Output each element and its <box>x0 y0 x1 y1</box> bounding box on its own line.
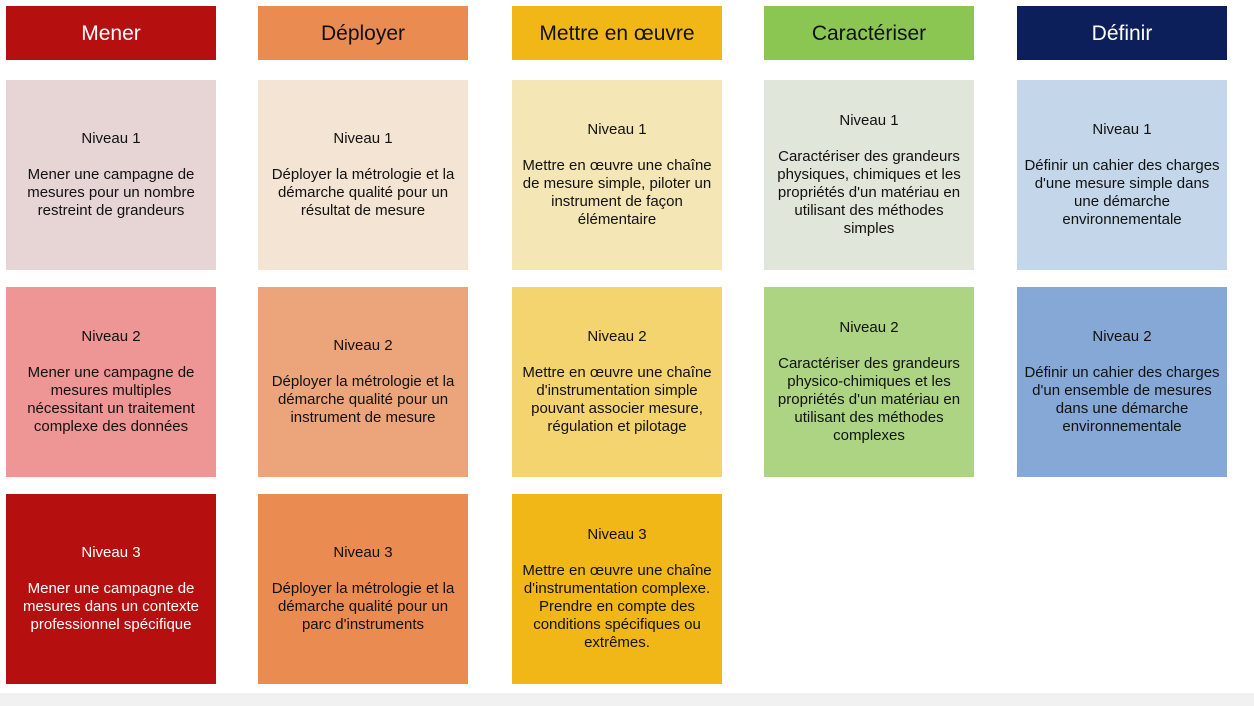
level-card-caracteriser-1 <box>764 80 974 270</box>
level-label: Niveau 2 <box>587 328 647 345</box>
level-label: Niveau 1 <box>839 112 899 129</box>
level-card-deployer-3 <box>258 494 468 684</box>
column-header-definir: Définir <box>1017 6 1227 60</box>
level-description: Définir un cahier des charges d'un ensemble de mesures dans une démarche environnementale <box>1024 364 1220 435</box>
level-description: Mener une campagne de mesures pour un nombre restreint de grandeurs <box>27 166 195 219</box>
level-card-caracteriser-2 <box>764 287 974 477</box>
level-label: Niveau 2 <box>81 328 141 345</box>
level-label: Niveau 2 <box>333 337 393 354</box>
level-description: Mettre en œuvre une chaîne d'instrumentation simple pouvant associer mesure, régulation et pilotage <box>522 364 712 435</box>
column-header-mettre-en-oeuvre: Mettre en œuvre <box>512 6 722 60</box>
level-label: Niveau 1 <box>81 130 141 147</box>
level-card-mettre-en-oeuvre-1 <box>512 80 722 270</box>
level-card-mettre-en-oeuvre-3 <box>512 494 722 684</box>
level-label: Niveau 3 <box>587 526 647 543</box>
level-label: Niveau 1 <box>333 130 393 147</box>
level-description: Déployer la métrologie et la démarche qualité pour un instrument de mesure <box>271 373 455 426</box>
level-description: Déployer la métrologie et la démarche qualité pour un résultat de mesure <box>271 166 455 219</box>
level-label: Niveau 3 <box>333 544 393 561</box>
level-card-mettre-en-oeuvre-2 <box>512 287 722 477</box>
level-label: Niveau 3 <box>81 544 141 561</box>
level-description: Caractériser des grandeurs physico-chimiques et les propriétés d'un matériau en utilisant des méthodes complexes <box>777 355 961 444</box>
level-description: Caractériser des grandeurs physiques, chimiques et les propriétés d'un matériau en utilisant des méthodes simples <box>777 148 961 237</box>
level-description: Déployer la métrologie et la démarche qualité pour un parc d'instruments <box>271 580 455 633</box>
level-label: Niveau 2 <box>1092 328 1152 345</box>
level-card-deployer-2 <box>258 287 468 477</box>
level-label: Niveau 1 <box>1092 121 1152 138</box>
level-description: Mettre en œuvre une chaîne de mesure simple, piloter un instrument de façon élémentaire <box>522 157 712 228</box>
level-card-mener-1 <box>6 80 216 270</box>
level-description: Mener une campagne de mesures dans un contexte professionnel spécifique <box>23 580 199 633</box>
level-description: Mener une campagne de mesures multiples nécessitant un traitement complexe des données <box>27 364 195 435</box>
level-card-mener-2 <box>6 287 216 477</box>
level-description: Mettre en œuvre une chaîne d'instrumentation complexe. Prendre en compte des conditions spécifiques ou extrêmes. <box>522 562 712 651</box>
column-header-mener: Mener <box>6 6 216 60</box>
level-label: Niveau 2 <box>839 319 899 336</box>
level-card-deployer-1 <box>258 80 468 270</box>
column-header-caracteriser: Caractériser <box>764 6 974 60</box>
level-card-definir-1 <box>1017 80 1227 270</box>
level-card-mener-3 <box>6 494 216 684</box>
level-description: Définir un cahier des charges d'une mesure simple dans une démarche environnementale <box>1024 157 1220 228</box>
column-header-deployer: Déployer <box>258 6 468 60</box>
level-card-definir-2 <box>1017 287 1227 477</box>
level-label: Niveau 1 <box>587 121 647 138</box>
